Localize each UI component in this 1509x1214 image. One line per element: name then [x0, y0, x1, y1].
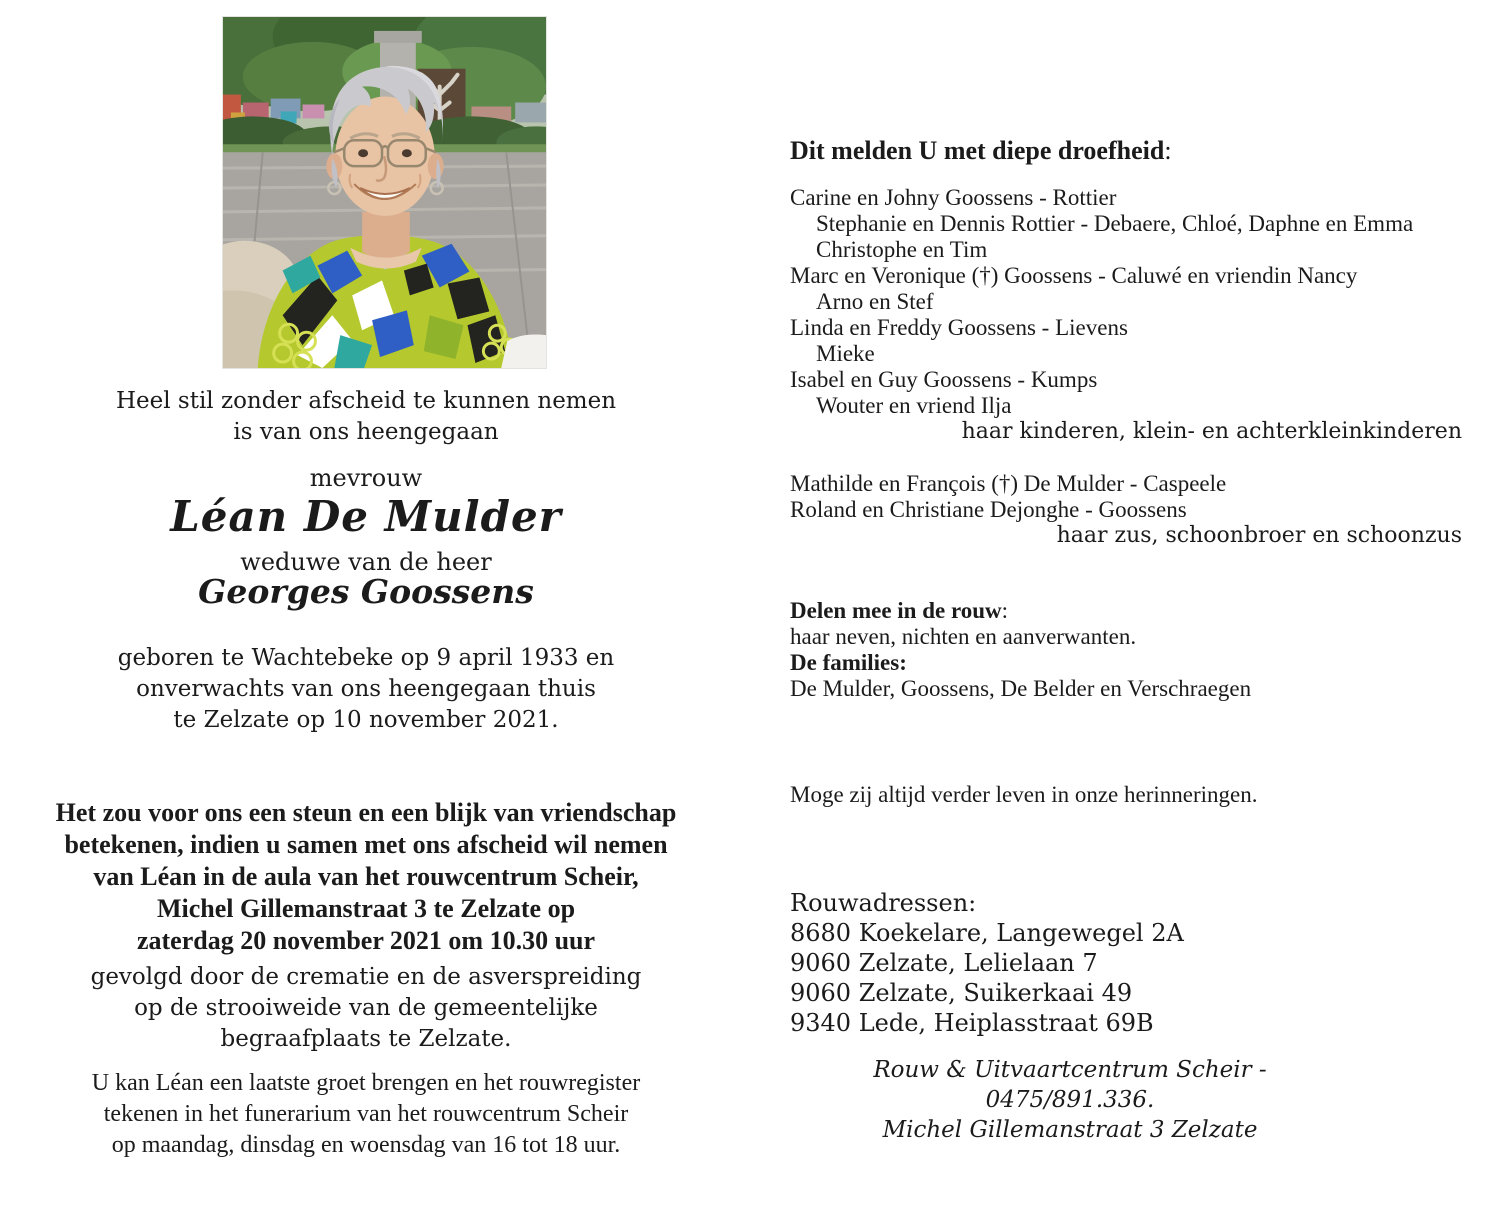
- widow-line: weduwe van de heer: [240, 548, 492, 576]
- register-line-1: U kan Léan een laatste groet brengen en het rouwregister: [91, 1070, 641, 1096]
- register-line-2: tekenen in het funerarium van het rouwcentrum Scheir: [103, 1101, 629, 1127]
- intro-line-1: Heel stil zonder afscheid te kunnen nemen: [115, 388, 617, 414]
- cremation-line-2: op de strooiweide van de gemeentelijke: [134, 995, 598, 1021]
- invitation-line-4: Michel Gillemanstraat 3 te Zelzate op: [156, 894, 576, 923]
- cremation-line-1: gevolgd door de crematie en de asverspreiding: [90, 964, 642, 990]
- address-line: 9060 Zelzate, Lelielaan 7: [790, 949, 1098, 977]
- invitation-line-1: Het zou voor ons een steun en een blijk van vriendschap: [55, 798, 677, 827]
- invitation-line-3: van Léan in de aula van het rouwcentrum Scheir,: [93, 862, 639, 891]
- families-line: De Mulder, Goossens, De Belder en Verschraegen: [790, 676, 1252, 701]
- announcement-heading: [790, 136, 1462, 166]
- address-line: 8680 Koekelare, Langewegel 2A: [790, 919, 1184, 947]
- families-heading: De families:: [790, 650, 907, 675]
- family-line: Isabel en Guy Goossens - Kumps: [790, 367, 1098, 392]
- family-list: [790, 185, 1462, 419]
- funeral-home-line-2: Michel Gillemanstraat 3 Zelzate: [882, 1117, 1258, 1143]
- register-info: [54, 1068, 678, 1161]
- mourning-heading-colon: :: [1001, 598, 1009, 623]
- children-caption: haar kinderen, klein- en achterkleinkinderen: [961, 419, 1462, 444]
- life-dates: [54, 643, 678, 736]
- mourning-heading-text: Delen mee in de rouw: [790, 598, 1002, 623]
- portrait-photo-illustration: [223, 17, 546, 368]
- family-line: Mieke: [816, 341, 875, 366]
- mourning-line: haar neven, nichten en aanverwanten.: [790, 624, 1137, 649]
- life-dates-line-2: onverwachts van ons heengegaan thuis: [136, 676, 596, 702]
- siblings-caption: haar zus, schoonbroer en schoonzus: [1056, 523, 1462, 548]
- intro-line-2: is van ons heengegaan: [233, 419, 499, 445]
- register-line-3: op maandag, dinsdag en woensdag van 16 tot 18 uur.: [111, 1132, 621, 1158]
- mourning-addresses: [790, 888, 1462, 1038]
- family-line: Marc en Veronique (†) Goossens - Caluwé en vriendin Nancy: [790, 263, 1358, 288]
- sibling-line: Roland en Christiane Dejonghe - Goossens: [790, 497, 1187, 522]
- address-line: 9060 Zelzate, Suikerkaai 49: [790, 979, 1133, 1007]
- husband-name: Georges Goossens: [198, 572, 534, 611]
- portrait-photo: [222, 16, 547, 369]
- family-line: Linda en Freddy Goossens - Lievens: [790, 315, 1128, 340]
- invitation-line-5: zaterdag 20 november 2021 om 10.30 uur: [136, 926, 596, 955]
- intro-text: [54, 386, 678, 448]
- mourning-heading: [790, 598, 1462, 624]
- family-line: Arno en Stef: [816, 289, 934, 314]
- announcement-heading-colon: :: [1164, 136, 1172, 165]
- cremation-line-3: begraafplaats te Zelzate.: [220, 1026, 512, 1052]
- announcement-heading-text: Dit melden U met diepe droefheid: [790, 136, 1165, 165]
- family-line: Carine en Johny Goossens - Rottier: [790, 185, 1117, 210]
- mourning-block: [790, 598, 1462, 702]
- family-line: Stephanie en Dennis Rottier - Debaere, Chloé, Daphne en Emma: [816, 211, 1414, 236]
- life-dates-line-3: te Zelzate op 10 november 2021.: [173, 707, 559, 733]
- family-line: Christophe en Tim: [816, 237, 988, 262]
- memory-line: Moge zij altijd verder leven in onze herinneringen.: [790, 782, 1258, 807]
- sibling-line: Mathilde en François (†) De Mulder - Caspeele: [790, 471, 1227, 496]
- funeral-home-line-1: Rouw & Uitvaartcentrum Scheir - 0475/891.336.: [873, 1057, 1267, 1113]
- salutation: mevrouw: [309, 464, 423, 492]
- siblings-list: [790, 471, 1462, 523]
- addresses-heading: Rouwadressen:: [790, 889, 977, 917]
- invitation-line-2: betekenen, indien u samen met ons afscheid wil nemen: [64, 830, 668, 859]
- family-line: Wouter en vriend Ilja: [816, 393, 1012, 418]
- cremation-info: [54, 962, 678, 1055]
- life-dates-line-1: geboren te Wachtebeke op 9 april 1933 en: [117, 645, 615, 671]
- ceremony-invitation: [54, 797, 678, 957]
- funeral-home-credit: [790, 1055, 1350, 1145]
- deceased-name: Léan De Mulder: [170, 492, 562, 541]
- address-line: 9340 Lede, Heiplasstraat 69B: [790, 1009, 1154, 1037]
